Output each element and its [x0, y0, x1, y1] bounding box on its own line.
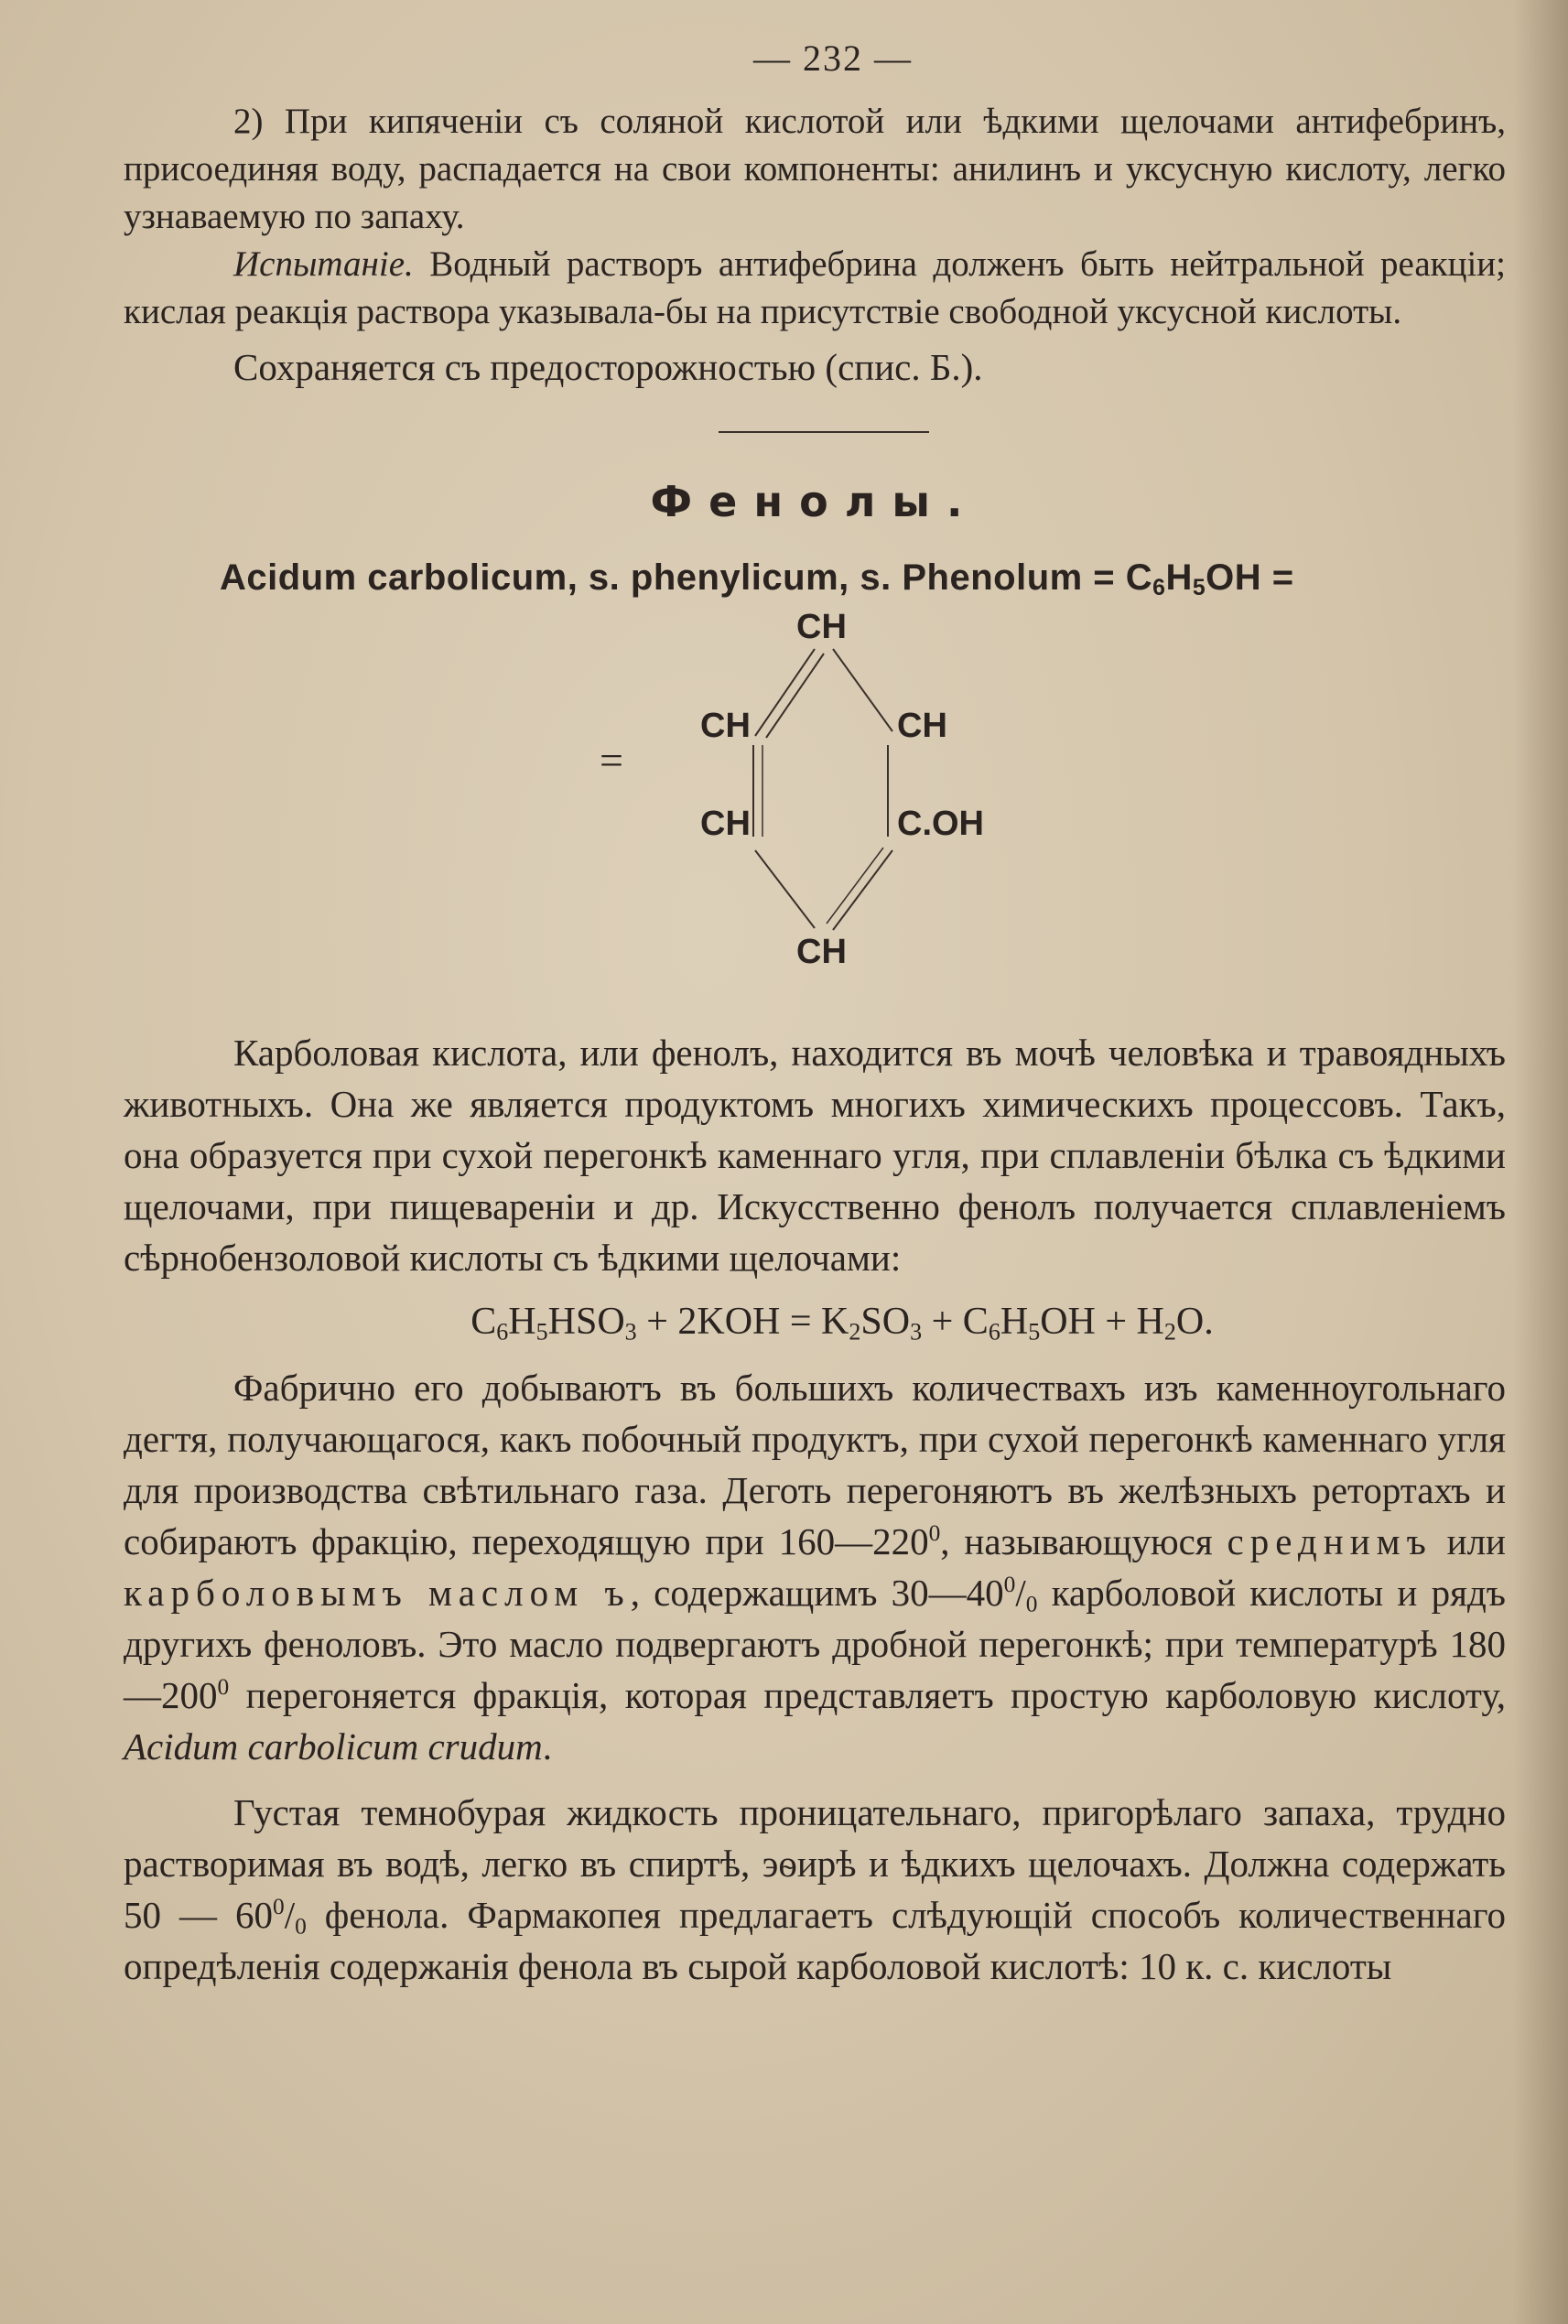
text: фенола. Фармакопея предлагаетъ слѣдующій способъ количественнаго опредѣленія содержанія фенола въ сырой карболовой кислотѣ: 10 к. с. кислоты — [124, 1894, 1506, 1987]
eq-c: C — [470, 1301, 497, 1343]
percent-mark: / — [284, 1894, 296, 1936]
percent-mark: / — [1015, 1572, 1026, 1614]
eq-sub: 2 — [1163, 1318, 1176, 1346]
atom-upper-right: CH — [897, 707, 947, 745]
atom-lower-right: C.OH — [897, 805, 984, 843]
latin-term: Acidum carbolicum crudum — [124, 1725, 543, 1767]
page-edge-shadow — [1513, 0, 1568, 2324]
percent-mark: 0 — [295, 1913, 307, 1940]
reaction-equation — [124, 1294, 1506, 1349]
eq-h: H — [508, 1301, 536, 1343]
eq-koh: + 2KOH = K — [636, 1301, 849, 1343]
percent-mark: 0 — [1025, 1591, 1038, 1617]
percent-mark: 0 — [1003, 1571, 1016, 1597]
text: Густая темнобурая жидкость проницательнаго, пригорѣлаго запаха, трудно растворимая въ водѣ, легко въ спиртѣ, эѳирѣ и ѣдкихъ щелочахъ. Должна содержать 50 — 60 — [124, 1791, 1506, 1936]
page-content — [124, 37, 1506, 1992]
compound-sub-5: 5 — [1192, 576, 1206, 601]
eq-oh: OH + H — [1040, 1301, 1164, 1343]
eq-sub: 3 — [624, 1318, 637, 1346]
degree-mark: 0 — [217, 1673, 230, 1700]
eq-hso: HSO — [547, 1301, 625, 1343]
section-title: Фенолы. — [650, 477, 979, 526]
text: или — [1432, 1520, 1506, 1562]
text: , называющуюся — [940, 1520, 1227, 1562]
eq-so: SO — [860, 1301, 911, 1343]
eq-sub: 6 — [496, 1318, 509, 1346]
section-divider — [719, 431, 929, 433]
eq-sub: 5 — [535, 1318, 548, 1346]
structure-equals: = — [600, 737, 623, 784]
degree-mark: 0 — [928, 1519, 941, 1546]
atom-upper-left: CH — [700, 707, 751, 745]
text: . — [542, 1725, 552, 1767]
eq-h2: H — [1000, 1301, 1029, 1343]
compound-name: Acidum carbolicum, s. phenylicum, s. Phenolum = C — [220, 557, 1153, 598]
eq-o: O. — [1175, 1301, 1214, 1343]
percent-mark: 0 — [272, 1893, 285, 1919]
atom-bottom: CH — [796, 933, 847, 971]
compound-h: H — [1165, 557, 1193, 598]
spaced-term: карболовымъ маслом ъ — [124, 1572, 631, 1614]
compound-heading — [124, 557, 1506, 599]
benzene-structure — [124, 599, 1506, 1011]
compound-sub-6: 6 — [1152, 576, 1166, 601]
paragraph-test — [124, 241, 1506, 336]
test-text: Водный растворъ антифебрина долженъ быть нейтральной реакціи; кислая реакція раствора указывала-бы на присутствіе свободной уксусной кислоты. — [124, 244, 1506, 331]
text: , содержащимъ 30—40 — [630, 1572, 1004, 1614]
paragraph-hydrolysis: 2) При кипяченіи съ соляной кислотой или ѣдкими щелочами антифебринъ, присоединяя воду, распадается на свои компоненты: анилинъ и уксусную кислоту, легко узнаваемую по запаху. — [124, 102, 1506, 236]
paragraph-storage: Сохраняется съ предосторожностью (спис. Б.). — [233, 346, 983, 388]
text: Фабрично его добываютъ въ большихъ количествахъ изъ каменноугольнаго дегтя, получающагося, какъ побочный продуктъ, при сухой перегонкѣ каменнаго угля для производства свѣтильнаго газа. Деготь перегоняютъ въ желѣзныхъ ретортахъ и собираютъ фракцію, переходящую при 160—220 — [124, 1367, 1506, 1562]
atom-lower-left: CH — [700, 805, 751, 843]
text: перегоняется фракція, которая представляетъ простую карболовую кислоту, — [229, 1674, 1506, 1716]
compound-oh: OH = — [1206, 557, 1294, 598]
eq-sub: 5 — [1028, 1318, 1041, 1346]
eq-sub: 3 — [910, 1318, 923, 1346]
paragraph-description — [124, 1787, 1506, 1992]
eq-sub: 2 — [849, 1318, 861, 1346]
spaced-term: среднимъ — [1227, 1520, 1433, 1562]
atom-top: CH — [796, 608, 847, 646]
test-label: Испытаніе. — [233, 244, 414, 284]
page-number: — 232 — — [753, 38, 913, 79]
paragraph-industrial — [124, 1362, 1506, 1772]
eq-c2: + C — [922, 1301, 989, 1343]
text: карболовой кислоты и рядъ другихъ феноловъ. Это масло подвергаютъ дробной перегонкѣ; при температурѣ 180—200 — [124, 1572, 1507, 1716]
eq-sub: 6 — [988, 1318, 1000, 1346]
paragraph-phenol-origin: Карболовая кислота, или фенолъ, находится въ мочѣ человѣка и травоядныхъ животныхъ. Она же является продуктомъ многихъ химическихъ процессовъ. Такъ, она образуется при сухой перегонкѣ каменнаго угля, при сплавленіи бѣлка съ ѣдкими щелочами, при пищевареніи и др. Искусственно фенолъ получается сплавленіемъ сѣрнобензоловой кислоты съ ѣдкими щелочами: — [124, 1032, 1506, 1279]
